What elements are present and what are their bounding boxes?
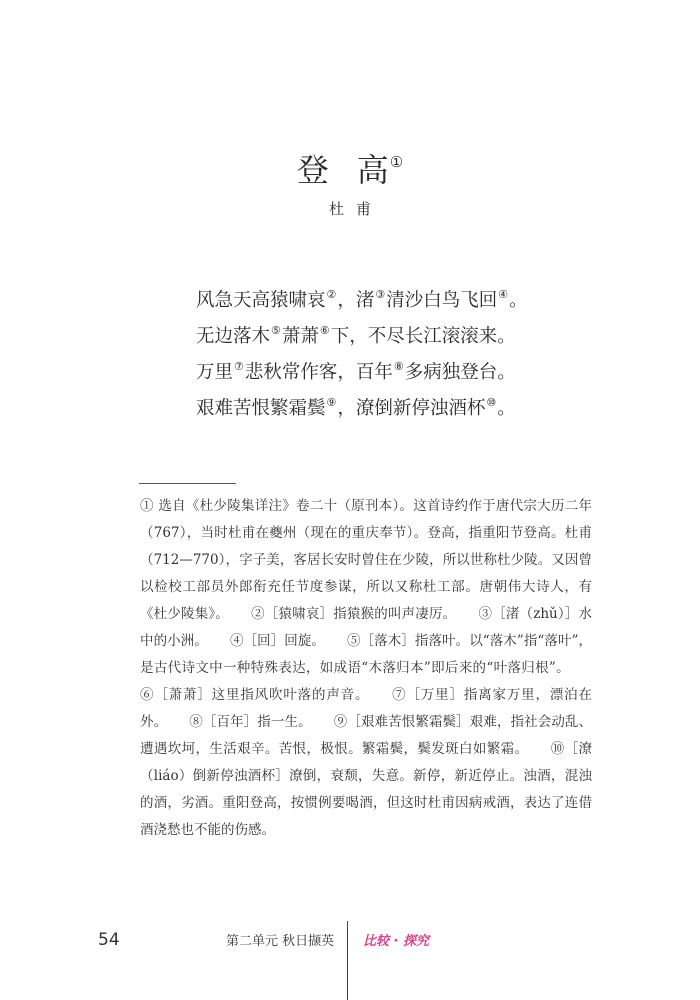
poem-line-1 xyxy=(196,280,616,316)
footnote-mark: ⑤ xyxy=(271,324,281,337)
footnote-5: ⑤［落木］指落叶。以“落木”指“落叶”，是古代诗文中一种特殊表达，如成语“木落归本”即后来的“叶落归根”。 xyxy=(140,633,593,676)
footnote-mark: ⑧ xyxy=(393,360,404,373)
footnote-3: ③［渚（zhǔ）］水中的小洲。 xyxy=(140,606,593,649)
footnote-mark: ② xyxy=(326,288,337,301)
footnote-6: ⑥［萧萧］这里指风吹叶落的声音。 xyxy=(140,687,370,703)
poem-text: 多病独登台。 xyxy=(404,362,516,383)
poem-line-4 xyxy=(196,388,616,424)
poem-text: 。 xyxy=(509,290,528,311)
page-number: 54 xyxy=(98,930,120,950)
poem-text: ，潦倒新停浊酒杯 xyxy=(337,398,486,419)
footnote-1: ① 选自《杜少陵集详注》卷二十（原刊本）。这首诗约作于唐代宗大历二年（767），当时杜甫在夔州（现在的重庆奉节）。登高，指重阳节登高。杜甫（712—770），字子美，客居长安时曾住在少陵，所以世称杜少陵。又因曾以检校工部员外郎衔充任节度参谋，所以又称杜工部。唐朝伟大诗人，有《杜少陵集》。 xyxy=(140,498,592,622)
poem-text: 清沙白鸟飞回 xyxy=(386,290,498,311)
poem-text: 无边落木 xyxy=(196,326,271,347)
footnote-mark: ⑥ xyxy=(319,324,330,337)
footnotes xyxy=(140,493,592,844)
footer-divider xyxy=(347,921,348,1000)
poem-text: 悲秋常作客，百年 xyxy=(244,362,393,383)
poem-text: 风急天高猿啸哀 xyxy=(196,290,326,311)
section-label: 比较 · 探究 xyxy=(363,934,429,949)
footnote-mark: ⑨ xyxy=(326,396,337,409)
poem-line-2 xyxy=(196,316,616,352)
footnote-4: ④［回］回旋。 xyxy=(229,633,325,649)
poem-title xyxy=(0,142,700,190)
title-char-1: 登 xyxy=(296,151,329,189)
footnote-mark: ④ xyxy=(498,288,509,301)
title-footnote-mark: ① xyxy=(389,153,404,171)
poem-text: 。 xyxy=(497,398,516,419)
poem-text: 艰难苦恨繁霜鬓 xyxy=(196,398,326,419)
title-char-2: 高 xyxy=(356,151,389,189)
footnote-mark: ③ xyxy=(375,288,386,301)
footnote-mark: ⑦ xyxy=(234,360,244,373)
footnote-10: ⑩［潦（liáo）倒新停浊酒杯］潦倒，衰颓，失意。新停，新近停止。浊酒，混浊的酒，劣酒。重阳登高，按惯例要喝酒，但这时杜甫因病戒酒，表达了连借酒浇愁也不能的伤感。 xyxy=(140,741,593,838)
footnote-mark: ⑩ xyxy=(486,396,497,409)
poem-line-3 xyxy=(196,352,616,388)
footnote-9: ⑨［艰难苦恨繁霜鬓］艰难，指社会动乱、遭遇坎坷，生活艰辛。苦恨，极恨。繁霜鬓，鬓发斑白如繁霜。 xyxy=(140,714,593,757)
poem-text: 下，不尽长江滚滚来。 xyxy=(330,326,516,347)
footnote-7: ⑦［万里］指离家万里，漂泊在外。 xyxy=(140,687,593,730)
poem-text: 萧萧 xyxy=(281,326,319,347)
footnote-divider xyxy=(139,483,236,484)
poem-body xyxy=(196,280,616,424)
unit-title: 第二单元 秋日撷英 xyxy=(226,934,335,949)
poem-text: ，渚 xyxy=(337,290,375,311)
poem-author: 杜甫 xyxy=(328,200,383,218)
footnote-2: ②［猿啸哀］指猿猴的叫声凄厉。 xyxy=(251,606,457,622)
poem-text: 万里 xyxy=(196,362,234,383)
footnote-8: ⑧［百年］指一生。 xyxy=(189,714,312,730)
